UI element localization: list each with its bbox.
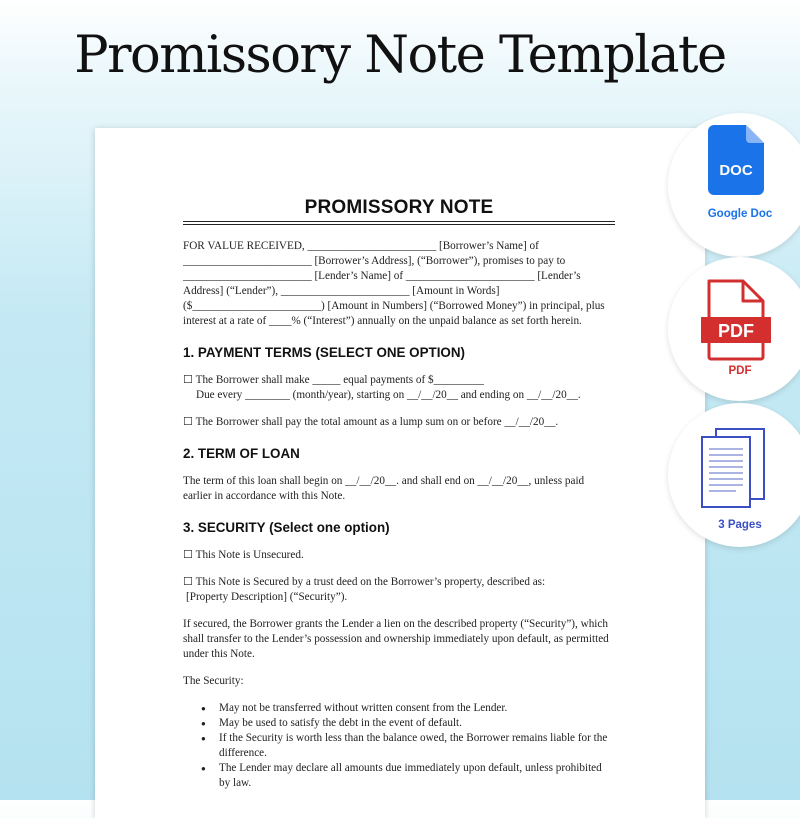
security-option-unsecured: ☐ This Note is Unsecured. bbox=[183, 549, 304, 561]
pages-badge[interactable] bbox=[668, 403, 800, 547]
pdf-icon-text: PDF bbox=[718, 321, 754, 341]
list-item: ● If the Security is worth less than the balance owed, the Borrower remains liable for the difference. bbox=[219, 731, 615, 761]
pdf-badge[interactable] bbox=[668, 257, 800, 401]
pdf-label: PDF bbox=[728, 365, 752, 377]
document-title: PROMISSORY NOTE bbox=[183, 200, 615, 225]
security-property-description: [Property Description] (“Security”). bbox=[186, 591, 348, 603]
section-heading-payment-terms: 1. PAYMENT TERMS (SELECT ONE OPTION) bbox=[183, 345, 465, 360]
google-doc-label: Google Doc bbox=[707, 208, 773, 220]
pages-label: 3 Pages bbox=[718, 519, 762, 531]
security-label: The Security: bbox=[183, 675, 244, 687]
google-doc-icon bbox=[708, 125, 764, 195]
list-item: ● The Lender may declare all amounts due immediately upon default, unless prohibited by law. bbox=[219, 761, 615, 791]
security-option-secured: ☐ This Note is Secured by a trust deed on the Borrower’s property, described as: bbox=[183, 576, 546, 588]
pdf-icon bbox=[701, 279, 771, 361]
document-body bbox=[183, 197, 615, 791]
section-heading-security: 3. SECURITY (Select one option) bbox=[183, 520, 390, 535]
payment-option-lump-sum: ☐ The Borrower shall pay the total amount as a lump sum on or before __/__/20__. bbox=[183, 416, 559, 428]
document-page bbox=[95, 128, 705, 818]
payment-option-installments: ☐ The Borrower shall make _____ equal payments of $_________ bbox=[183, 374, 484, 386]
google-doc-badge[interactable] bbox=[668, 113, 800, 257]
list-item: ● May be used to satisfy the debt in the event of default. bbox=[219, 716, 615, 731]
section-heading-term-of-loan: 2. TERM OF LOAN bbox=[183, 446, 300, 461]
pages-icon bbox=[698, 425, 768, 509]
security-bullet-list bbox=[183, 701, 615, 791]
list-item: ● May not be transferred without written consent from the Lender. bbox=[219, 701, 615, 716]
intro-paragraph: FOR VALUE RECEIVED, _______________________ [Borrower’s Name] of _______________________ [Borrower’s Address], (“Borrower”), promises to pay to _______________________ [Lender’s Name] of _______________________ [Lender’s Address] (“Lender”), _______________________ [Amount in Words] ($_______________________) [Amount in Numbers] (“Borrowed Money”) in principal, plus interest at a rate of ____% (“Interest”) annually on the unpaid balance as set forth herein. bbox=[183, 240, 605, 327]
term-of-loan-text: The term of this loan shall begin on __/__/20__. and shall end on __/__/20__, unless paid earlier in accordance with this Note. bbox=[183, 475, 585, 502]
page-title: Promissory Note Template bbox=[74, 26, 726, 85]
payment-option-installments-schedule: Due every ________ (month/year), starting on __/__/20__ and ending on __/__/20__. bbox=[196, 389, 581, 401]
security-paragraph: If secured, the Borrower grants the Lender a lien on the described property (“Security”), which shall transfer to the Lender’s possession and ownership immediately upon default, as permitted under this Note. bbox=[183, 618, 609, 660]
doc-icon-text: DOC bbox=[719, 162, 753, 179]
